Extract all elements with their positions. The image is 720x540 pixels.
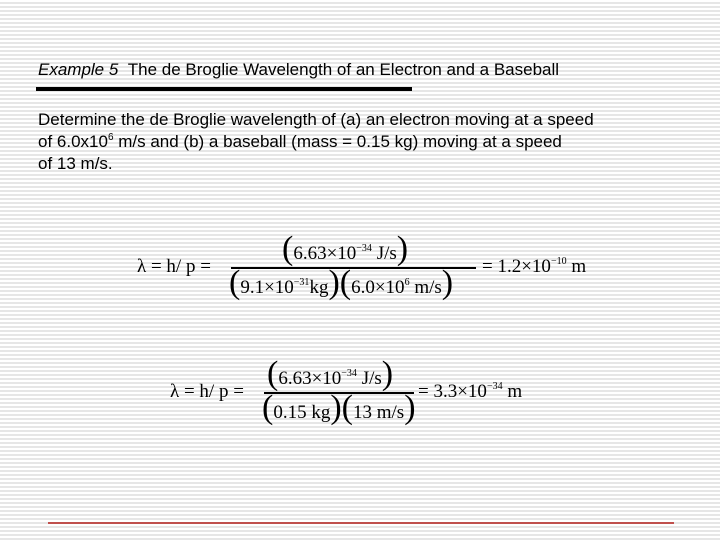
eq-a-denominator: $(9.1\times 10^{-31}kg)(6.0\times 10^6$ m/s) [229,264,454,301]
eq-b-result: = $3.3\times 10^{-34}$ m [418,381,523,402]
eq-b-numerator: ($6.63\times 10^{-34}$ J/s) [267,355,394,392]
eq-b-denominator: (0.15 kg)(13 m/s) [262,389,416,426]
eq-a-lhs: λ = h/ p = [137,256,211,277]
example-label: Example 5 [38,60,119,79]
eq-a-numerator: ($6.63\times 10^{-34}$ J/s) [282,230,409,267]
title-underline [36,87,412,91]
footer-rule [48,522,674,524]
eq-b-lhs: λ = h/ p = [170,381,244,402]
problem-line-3: of 13 m/s. [38,154,113,173]
problem-statement [38,109,708,175]
title-heading: The de Broglie Wavelength of an Electron and a Baseball [127,60,560,79]
problem-line-2: of $6.0x10^6$ m/s and (b) a baseball (mass = 0.15 kg) moving at a speed [38,132,562,151]
eq-a-result: = $1.2\times 10^{-10}$ m [482,256,587,277]
slide-title [38,60,559,80]
problem-line-1: Determine the de Broglie wavelength of (a) an electron moving at a speed [38,110,594,129]
